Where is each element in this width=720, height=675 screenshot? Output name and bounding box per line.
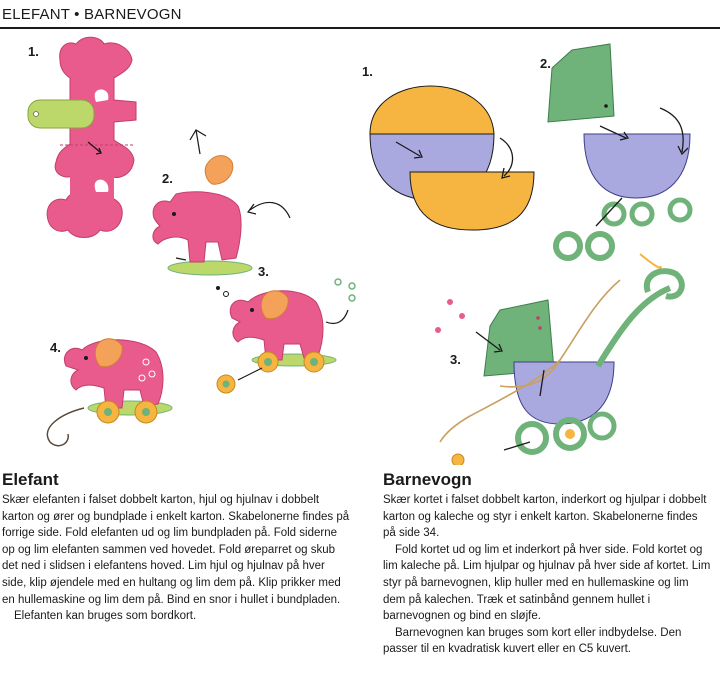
elefant-step-1-number: 1. — [28, 44, 39, 59]
elefant-step-3-elephant — [216, 279, 355, 393]
elefant-step-1-template — [28, 37, 136, 237]
header-rule — [0, 27, 720, 29]
barnevogn-paragraph-1: Skær kortet i falset dobbelt karton, inderkort og hjulpar i dobbelt karton og kaleche og styr i enkelt karton. Skabelonerne findes på side 34. — [383, 494, 707, 540]
elefant-step-3-number: 3. — [258, 264, 269, 279]
elefant-title: Elefant — [2, 470, 59, 489]
elefant-paragraph-1: Skær elefanten i falset dobbelt karton, hjul og hjulnav i dobbelt karton og ører og bundplade i enkelt karton. Skabelonerne findes på forrige side. Fold elefanten ud og lim bundpladen på. Fold siderne op og lim elefanten sammen ved hovedet. Fold øreparret og skub det ned i slidsen i elefantens hoved. Lim hjul og hjulnav på hver side, klip øjendele med en hultang og lim dem på. Klip prikker med en hullemaskine og lim dem på. Bind en snor i hullet i bundpladen. — [2, 494, 350, 606]
barnevogn-step-1-number: 1. — [362, 64, 373, 79]
barnevogn-step-3-pram — [435, 271, 682, 465]
barnevogn-paragraph-2: Fold kortet ud og lim et inderkort på hver side. Fold kortet og lim kaleche på. Lim hjulpar og hjulnav på hver side af kortet. Lim styr på barnevognen, klip huller med en hullemaskine og lim dem på kalechen. Træk et satinbånd gennem hullet i barnevognen og bind en sløjfe. — [383, 543, 711, 623]
barnevogn-step-2-number: 2. — [540, 56, 551, 71]
barnevogn-text — [383, 492, 713, 658]
page-header — [0, 0, 720, 30]
barnevogn-step-1-card — [370, 86, 534, 230]
elefant-paragraph-2: Elefanten kan bruges som bordkort. — [14, 610, 197, 623]
barnevogn-title: Barnevogn — [383, 470, 472, 489]
elefant-text — [2, 492, 350, 625]
elefant-step-4-number: 4. — [50, 340, 61, 355]
elefant-step-2-elephant — [153, 130, 290, 275]
barnevogn-paragraph-3: Barnevognen kan bruges som kort eller indbydelse. Den passer til en kvadratisk kuvert eller en C5 kuvert. — [383, 626, 682, 656]
illustration-area — [0, 30, 720, 465]
header-title: ELEFANT • BARNEVOGN — [2, 6, 182, 23]
barnevogn-step-2-card — [548, 44, 690, 268]
elefant-step-4-elephant — [47, 339, 172, 446]
barnevogn-step-3-number: 3. — [450, 352, 461, 367]
elefant-step-2-number: 2. — [162, 171, 173, 186]
